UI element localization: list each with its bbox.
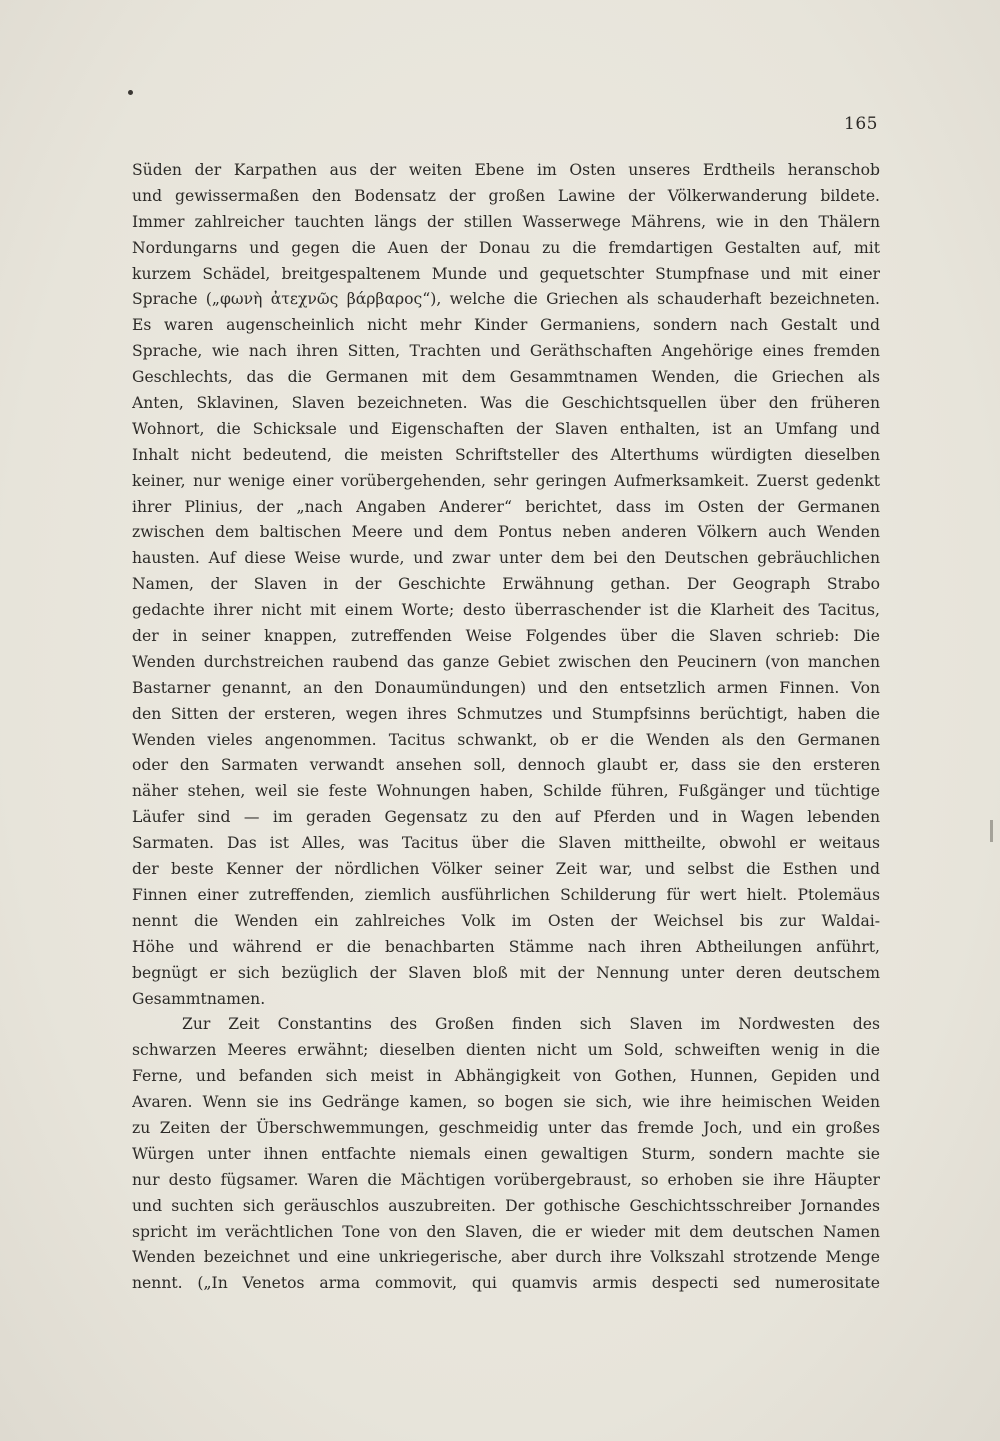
text-line: oder den Sarmaten verwandt ansehen soll, dennoch glaubt er, dass sie den ersteren xyxy=(132,756,880,775)
text-line: spricht im verächtlichen Tone von den Slaven, die er wieder mit dem deutschen Namen xyxy=(132,1222,880,1241)
text-line: hausten. Auf diese Weise wurde, und zwar unter dem bei den Deutschen gebräuchlichen xyxy=(132,549,880,568)
text-line: Läufer sind — im geraden Gegensatz zu den auf Pferden und in Wagen lebenden xyxy=(132,808,880,827)
text-line: Nordungarns und gegen die Auen der Donau zu die fremdartigen Gestalten auf, mit xyxy=(132,238,880,257)
text-line: Anten, Sklavinen, Slaven bezeichneten. Was die Geschichtsquellen über den früheren xyxy=(132,394,880,413)
text-line: Inhalt nicht bedeutend, die meisten Schriftsteller des Alterthums würdigten dieselben xyxy=(132,445,880,464)
text-line: kurzem Schädel, breitgespaltenem Munde und gequetschter Stumpfnase und mit einer xyxy=(132,264,880,283)
text-line: Es waren augenscheinlich nicht mehr Kinder Germaniens, sondern nach Gestalt und xyxy=(132,316,880,335)
body-text xyxy=(132,158,880,1297)
page-number: 165 xyxy=(844,114,878,134)
text-line: Finnen einer zutreffenden, ziemlich ausführlichen Schilderung für wert hielt. Ptolemäus xyxy=(132,885,880,904)
text-line: nennt. („In Venetos arma commovit, qui quamvis armis despecti sed numerositate xyxy=(132,1274,880,1293)
text-line: keiner, nur wenige einer vorübergehenden, sehr geringen Aufmerksamkeit. Zuerst gedenkt xyxy=(132,471,880,490)
text-line: den Sitten der ersteren, wegen ihres Schmutzes und Stumpfsinns berüchtigt, haben die xyxy=(132,704,880,723)
text-line: Wohnort, die Schicksale und Eigenschaften der Slaven enthalten, ist an Umfang und xyxy=(132,419,880,438)
text-line: nennt die Wenden ein zahlreiches Volk im Osten der Weichsel bis zur Waldai- xyxy=(132,911,880,930)
text-line: und suchten sich geräuschlos auszubreiten. Der gothische Geschichtsschreiber Jornandes xyxy=(132,1196,880,1215)
text-line: schwarzen Meeres erwähnt; dieselben dienten nicht um Sold, schweiften wenig in die xyxy=(132,1041,880,1060)
text-line: zwischen dem baltischen Meere und dem Pontus neben anderen Völkern auch Wenden xyxy=(132,523,880,542)
text-line: Wenden bezeichnet und eine unkriegerische, aber durch ihre Volkszahl strotzende Menge xyxy=(132,1248,880,1267)
text-line: Gesammtnamen. xyxy=(132,989,266,1008)
text-line: Sprache („φωνὴ ἀτεχνῶς βάρβαρος“), welche die Griechen als schauderhaft bezeichneten. xyxy=(132,290,880,309)
text-line: Ferne, und befanden sich meist in Abhängigkeit von Gothen, Hunnen, Gepiden und xyxy=(132,1067,880,1086)
text-line: Immer zahlreicher tauchten längs der stillen Wasserwege Mährens, wie in den Thälern xyxy=(132,212,880,231)
text-line: Höhe und während er die benachbarten Stämme nach ihren Abtheilungen anführt, xyxy=(132,937,880,956)
text-line: Avaren. Wenn sie ins Gedränge kamen, so bogen sie sich, wie ihre heimischen Weiden xyxy=(132,1093,880,1112)
text-line: Wenden durchstreichen raubend das ganze Gebiet zwischen den Peucinern (von manchen xyxy=(132,652,880,671)
text-line: Bastarner genannt, an den Donaumündungen) und den entsetzlich armen Finnen. Von xyxy=(132,678,880,697)
text-line: Geschlechts, das die Germanen mit dem Gesammtnamen Wenden, die Griechen als xyxy=(132,368,880,387)
text-line: der in seiner knappen, zutreffenden Weise Folgendes über die Slaven schrieb: Die xyxy=(132,627,880,646)
text-line: Süden der Karpathen aus der weiten Ebene im Osten unseres Erdtheils heranschob xyxy=(132,161,880,179)
text-line: nur desto fügsamer. Waren die Mächtigen vorübergebraust, so erhoben sie ihre Häupter xyxy=(132,1170,880,1189)
text-line: Sarmaten. Das ist Alles, was Tacitus über die Slaven mittheilte, obwohl er weitaus xyxy=(132,834,880,853)
text-line: Namen, der Slaven in der Geschichte Erwähnung gethan. Der Geograph Strabo xyxy=(132,575,880,594)
text-line: näher stehen, weil sie feste Wohnungen haben, Schilde führen, Fußgänger und tüchtige xyxy=(132,782,880,801)
text-line: Sprache, wie nach ihren Sitten, Trachten und Geräthschaften Angehörige eines fremden xyxy=(132,342,880,361)
page-edge-mark xyxy=(990,820,993,842)
text-line: begnügt er sich bezüglich der Slaven bloß mit der Nennung unter deren deutschem xyxy=(132,963,880,982)
text-line: gedachte ihrer nicht mit einem Worte; desto überraschender ist die Klarheit des Tacitus, xyxy=(132,601,880,620)
text-line: Wenden vieles angenommen. Tacitus schwankt, ob er die Wenden als den Germanen xyxy=(132,730,880,749)
text-line: zu Zeiten der Überschwemmungen, geschmeidig unter das fremde Joch, und ein großes xyxy=(132,1118,880,1137)
text-line: und gewissermaßen den Bodensatz der großen Lawine der Völkerwanderung bildete. xyxy=(132,186,880,205)
text-line: der beste Kenner der nördlichen Völker seiner Zeit war, und selbst die Esthen und xyxy=(132,860,880,879)
ink-speck xyxy=(128,90,133,95)
text-line: Würgen unter ihnen entfachte niemals einen gewaltigen Sturm, sondern machte sie xyxy=(132,1144,880,1163)
text-line: ihrer Plinius, der „nach Angaben Anderer“ berichtet, dass im Osten der Germanen xyxy=(132,497,880,516)
text-line: Zur Zeit Constantins des Großen finden sich Slaven im Nordwesten des xyxy=(182,1015,880,1034)
